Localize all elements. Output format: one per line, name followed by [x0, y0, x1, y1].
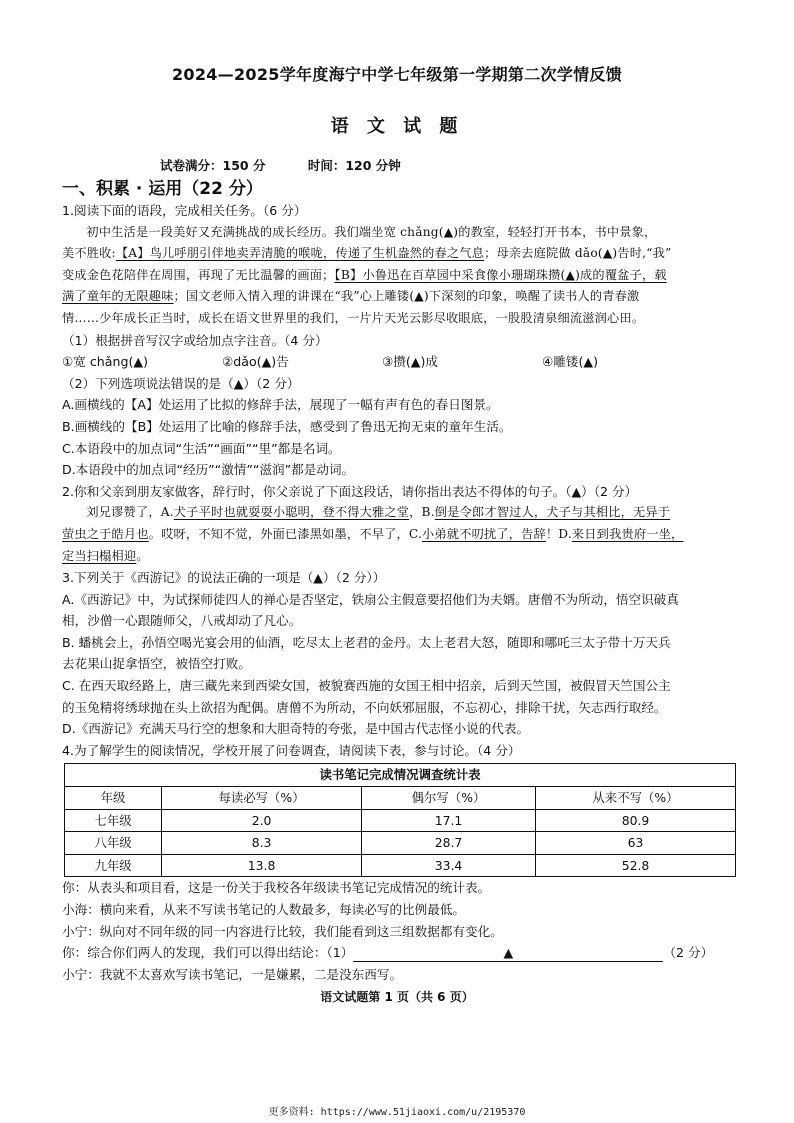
table-cell: 八年级 — [65, 832, 162, 855]
passage-line: 初中生活是一段美好又充满挑战的成长经历。我们端坐宽 chǎng(▲)的教室，轻轻打开书本，书中景象， — [86, 224, 657, 239]
passage-text: 变成金色花陪伴在周围，再现了无比温馨的画面； — [62, 267, 335, 282]
dialogue-line: 小宁：纵向对不同年级的同一内容进行比较，我们能看到这三组数据都有变化。 — [62, 923, 503, 939]
table-header: 从来不写（%） — [535, 787, 735, 810]
table-cell: 九年级 — [65, 854, 162, 877]
passage-text: ；国文老师入情入理的讲课在“我”心上雕镂(▲)下深刻的印象，唤醒了读书人的青春激 — [173, 289, 640, 304]
watermark-text: 更多资料: https://www.51jiaoxi.com/u/2195370 — [268, 1107, 526, 1118]
passage-line — [62, 502, 742, 524]
subject-title: 语 文 试 题 — [330, 116, 464, 137]
passage-text: 美不胜收: — [62, 246, 116, 261]
table-row — [65, 832, 736, 855]
q2-stem: 2.你和父亲到朋友家做客，辞行时，你父亲说了下面这段话，请你指出表达不得体的句子。（▲）（2 分） — [62, 483, 638, 499]
survey-table — [64, 763, 736, 877]
q3-stem: 3.下列关于《西游记》的说法正确的一项是（▲）（2 分）） — [62, 570, 386, 586]
exam-info — [160, 156, 439, 174]
dialogue-line: 小海：横向来看，从来不写读书笔记的人数最多，每读必写的比例最低。 — [62, 902, 465, 917]
underlined-b: 倒是令郎才智过人，犬子与其相比，无异于 — [434, 505, 671, 520]
sub2-option-c: C.本语段中的加点词“生活”“画面”“里”都是名词。 — [62, 440, 341, 456]
table-cell: 13.8 — [162, 854, 362, 877]
q3-option-b: B. 蟠桃会上，孙悟空喝光宴会用的仙酒，吃尽太上老君的金丹。太上老君大怒，随即和哪吒三太子带十万天兵 — [62, 634, 671, 650]
sub1-option: ①宽 chǎng(▲) — [62, 354, 148, 370]
passage-text: 。 — [136, 548, 149, 563]
sub2-option-a: A.画横线的【A】处运用了比拟的修辞手法，展现了一幅有声有色的春日图景。 — [62, 397, 499, 413]
sub1-option: ④雕镂(▲) — [542, 354, 598, 370]
passage-text: 。哎呀，不知不觉，外面已漆黑如墨，不早了，C. — [148, 526, 423, 541]
underlined-d: 来日到我贵府一坐， — [571, 526, 684, 541]
q1-sub1: （1）根据拼音写汉字或给加点字注音。（4 分） — [62, 332, 328, 348]
underlined-c: 小弟就不叨扰了，告辞 — [422, 526, 546, 541]
answer-blank[interactable]: ▲ — [353, 946, 663, 962]
dialogue-line — [62, 942, 742, 964]
dialogue-text: 你：综合你们两人的发现，我们可以得出结论：（1） — [62, 945, 354, 961]
sub1-option: ③攒(▲)成 — [382, 354, 438, 370]
table-header: 年级 — [65, 787, 162, 810]
passage-text: ，B. — [409, 505, 435, 520]
passage-line — [62, 286, 742, 308]
sub2-option-d: D.本语段中的加点词“经历”“激情”“滋润”都是动词。 — [62, 462, 355, 478]
exam-title: 2024—2025学年度海宁中学七年级第一学期第二次学情反馈 — [171, 65, 623, 84]
q4-stem: 4.为了解学生的阅读情况，学校开展了问卷调查，请阅读下表，参与讨论。（4 分） — [62, 742, 521, 758]
sub2-option-b: B.画横线的【B】处运用了比喻的修辞手法，感受到了鲁迅无拘无束的童年生活。 — [62, 418, 512, 434]
table-cell: 52.8 — [535, 854, 735, 877]
exam-time: 时间：120 分钟 — [307, 158, 401, 173]
passage-line — [62, 546, 742, 568]
sub1-option: ②dǎo(▲)告 — [222, 354, 289, 370]
q2-passage — [62, 502, 742, 567]
table-cell: 33.4 — [362, 854, 536, 877]
underlined-b-cont: 满了童年的无限趣味 — [62, 289, 174, 304]
table-header-row — [65, 787, 736, 810]
underlined-a: 犬子平时也就耍耍小聪明，登不得大雅之堂 — [173, 505, 410, 520]
full-score: 试卷满分：150 分 — [160, 158, 266, 173]
page-footer: 语文试题第 1 页（共 6 页） — [320, 990, 474, 1004]
passage-text: ！D. — [545, 526, 572, 541]
q3-option-b-cont: 去花果山捉拿悟空，被悟空打败。 — [62, 656, 251, 672]
table-row — [65, 854, 736, 877]
q1-passage — [62, 222, 742, 330]
q3-option-a-cont: 相，沙僧一心跟随师父，八戒却动了凡心。 — [62, 613, 302, 629]
table-row — [65, 809, 736, 832]
passage-line — [62, 243, 742, 265]
table-caption: 读书笔记完成情况调查统计表 — [65, 764, 736, 787]
table-cell: 七年级 — [65, 809, 162, 832]
underlined-a: 【A】鸟儿呼朋引伴地卖弄清脆的喉咙，传递了生机盎然的春之气息 — [115, 246, 485, 261]
q3-option-c: C. 在西天取经路上，唐三藏先来到西梁女国，被貌赛西施的女国王相中招亲，后到天竺国，被假冒天竺国公主 — [62, 678, 671, 694]
underlined-b: 【B】小鲁迅在百草园中采食像小珊瑚珠攒(▲)成的覆盆子，载 — [334, 267, 667, 282]
table-cell: 28.7 — [362, 832, 536, 855]
table-cell: 80.9 — [535, 809, 735, 832]
q3-option-d: D.《西游记》充满天马行空的想象和大胆奇特的夸张，是中国古代志怪小说的代表。 — [62, 721, 530, 737]
table-header: 每读必写（%） — [162, 787, 362, 810]
underlined-b-cont: 萤虫之于皓月也 — [62, 526, 149, 541]
q3-option-c-cont: 的玉兔精将绣球抛在头上欲招为配偶。唐僧不为所动，不向妖邪屈服，不忘初心，排除干扰，矢志西行取经。 — [62, 699, 667, 715]
section-heading: 一、积累 · 运用（22 分） — [62, 179, 263, 199]
dialogue-line: 小宁：我就不太喜欢写读书笔记，一是嫌累，二是没东西写。 — [62, 966, 403, 982]
passage-text: ；母亲去庭院做 dǎo(▲)告时,“我” — [484, 246, 672, 261]
section-content — [62, 200, 742, 985]
table-cell: 8.3 — [162, 832, 362, 855]
table-cell: 63 — [535, 832, 735, 855]
passage-line: 情……少年成长正当时，成长在语文世界里的我们，一片片天光云影尽收眼底，一股股清泉细流滋润心田。 — [62, 310, 645, 325]
q3-option-a: A.《西游记》中，为试探师徒四人的禅心是否坚定，铁扇公主假意要招他们为夫婿。唐僧不为所动，悟空识破真 — [62, 591, 679, 607]
underlined-d-cont: 定当扫榻相迎 — [62, 548, 137, 563]
passage-line — [62, 265, 742, 287]
dialogue-line: 你：从表头和项目看，这是一份关于我校各年级读书笔记完成情况的统计表。 — [62, 880, 491, 896]
table-cell: 2.0 — [162, 809, 362, 832]
table-header: 偶尔写（%） — [362, 787, 536, 810]
q1-sub2: （2）下列选项说法错误的是（▲）（2 分） — [62, 375, 300, 391]
table-cell: 17.1 — [362, 809, 536, 832]
q1-stem: 1.阅读下面的语段，完成相关任务。（6 分） — [62, 203, 307, 218]
passage-line — [62, 524, 742, 546]
score-note: （2 分） — [663, 945, 714, 961]
passage-text: 刘兄谬赞了，A. — [86, 505, 174, 520]
q1-sub1-options — [62, 351, 742, 373]
